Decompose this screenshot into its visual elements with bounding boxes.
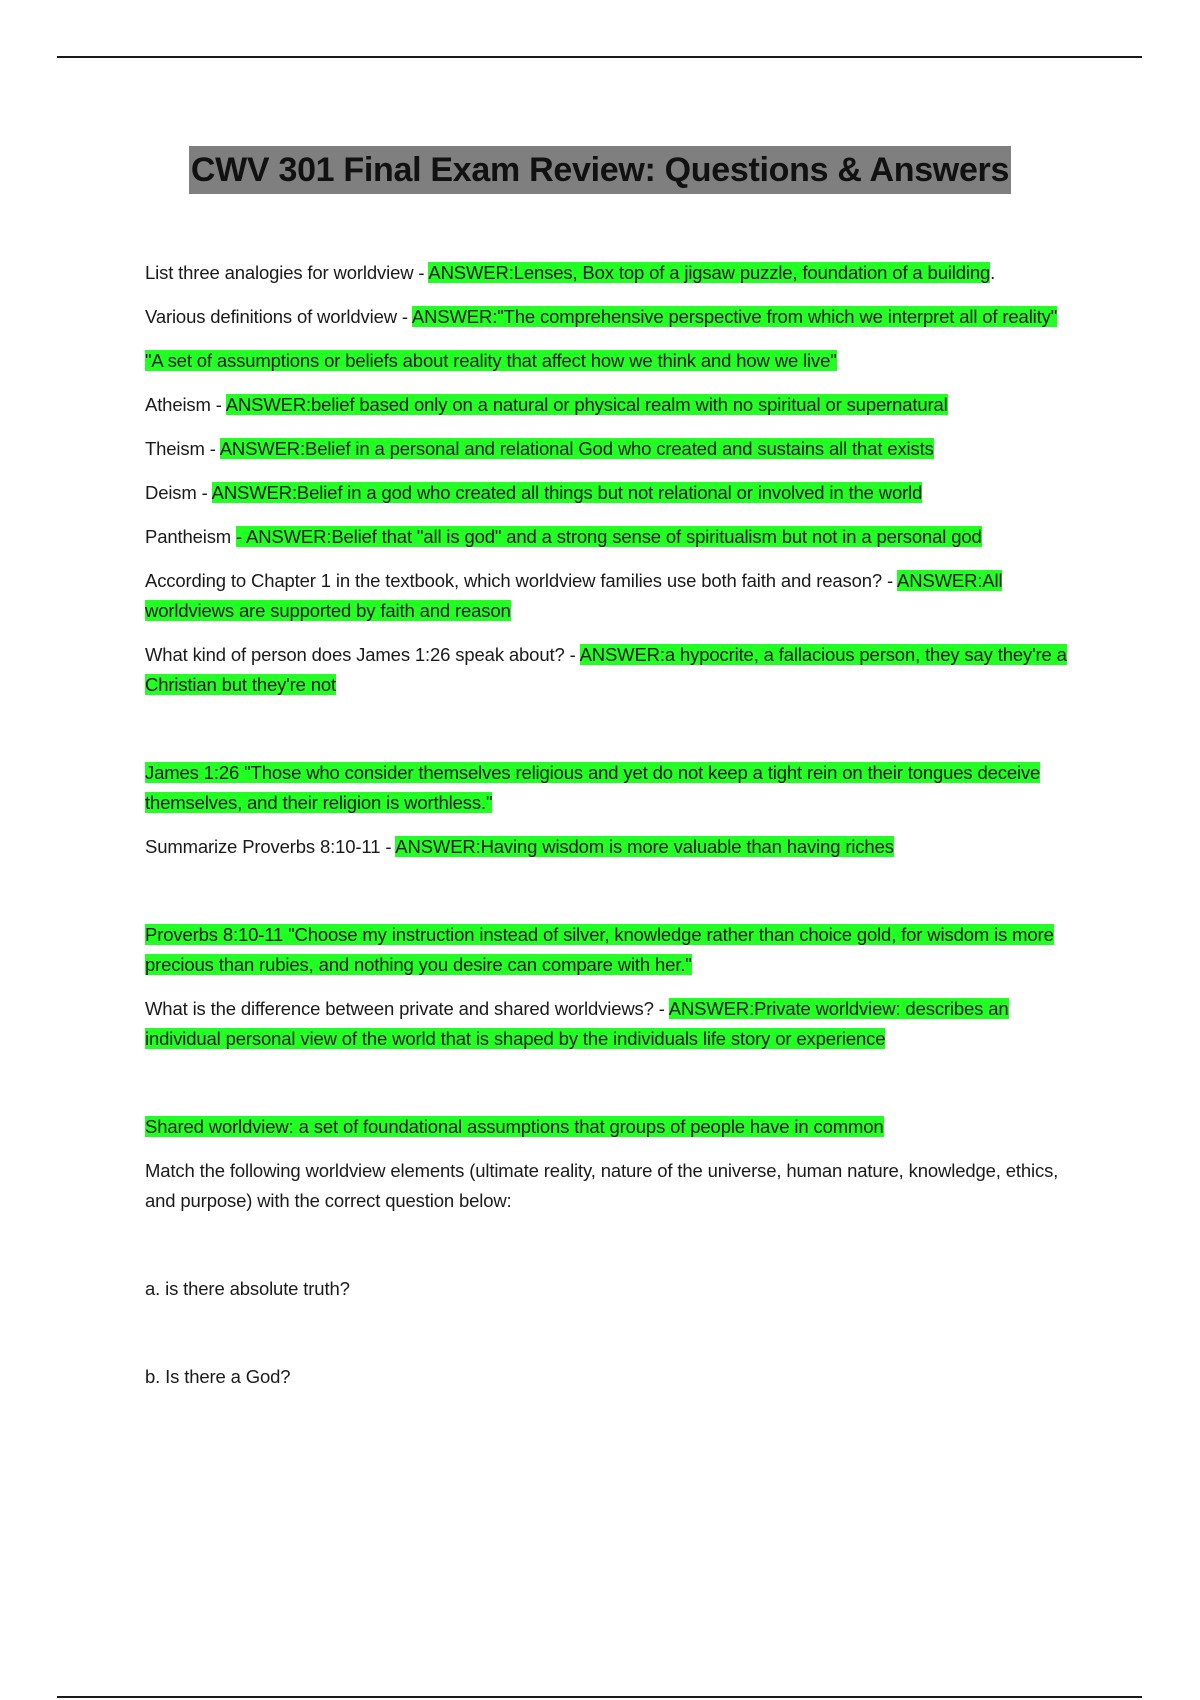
match-option-b bbox=[145, 1362, 1085, 1392]
answer-text: Proverbs 8:10-11 "Choose my instruction instead of silver, knowledge rather than choice gold, for wisdom is more precious than rubies, and nothing you desire can compare with her." bbox=[145, 924, 1054, 975]
qa-item-faith-reason bbox=[145, 566, 1085, 626]
question-text: Deism - bbox=[145, 482, 212, 503]
qa-item-atheism bbox=[145, 390, 1085, 420]
qa-item-definitions bbox=[145, 302, 1085, 332]
answer-text: ANSWER:Lenses, Box top of a jigsaw puzzle, foundation of a building bbox=[428, 262, 991, 283]
question-text: Atheism - bbox=[145, 394, 226, 415]
bottom-rule bbox=[57, 1696, 1142, 1698]
qa-item-shared bbox=[145, 1112, 1085, 1142]
top-rule bbox=[57, 56, 1142, 58]
answer-text: ANSWER:Belief in a god who created all things but not relational or involved in the world bbox=[211, 482, 923, 503]
question-text: a. is there absolute truth? bbox=[145, 1278, 350, 1299]
question-text: b. Is there a God? bbox=[145, 1366, 291, 1387]
qa-item-definitions-2 bbox=[145, 346, 1085, 376]
question-text: Match the following worldview elements (ultimate reality, nature of the universe, human nature, knowledge, ethics, and purpose) with the correct question below: bbox=[145, 1160, 1059, 1211]
qa-item-james bbox=[145, 640, 1085, 700]
qa-item-deism bbox=[145, 478, 1085, 508]
qa-item-proverbs-quote bbox=[145, 920, 1085, 980]
qa-item-analogies bbox=[145, 258, 1085, 288]
question-text: Theism - bbox=[145, 438, 220, 459]
answer-text: ANSWER:All worldviews are supported by faith and reason bbox=[145, 570, 1003, 621]
document-title: CWV 301 Final Exam Review: Questions & Answers bbox=[189, 146, 1011, 194]
qa-item-james-quote bbox=[145, 758, 1085, 818]
answer-text: "A set of assumptions or beliefs about reality that affect how we think and how we live" bbox=[145, 350, 837, 371]
answer-text: ANSWER:"The comprehensive perspective from which we interpret all of reality" bbox=[411, 306, 1058, 327]
answer-text: - ANSWER:Belief that "all is god" and a strong sense of spiritualism but not in a personal god bbox=[236, 526, 982, 547]
question-text: What kind of person does James 1:26 speak about? - bbox=[145, 644, 580, 665]
qa-item-proverbs bbox=[145, 832, 1085, 862]
question-text: Pantheism bbox=[145, 526, 237, 547]
answer-text: ANSWER:a hypocrite, a fallacious person, they say they're a Christian but they're not bbox=[145, 644, 1067, 695]
answer-text: Shared worldview: a set of foundational assumptions that groups of people have in common bbox=[145, 1116, 884, 1137]
qa-item-private-shared bbox=[145, 994, 1085, 1054]
answer-text: ANSWER:Belief in a personal and relational God who created and sustains all that exists bbox=[219, 438, 934, 459]
question-text: List three analogies for worldview - bbox=[145, 262, 429, 283]
question-text: Various definitions of worldview - bbox=[145, 306, 412, 327]
qa-item-match bbox=[145, 1156, 1085, 1216]
qa-item-pantheism bbox=[145, 522, 1085, 552]
qa-item-theism bbox=[145, 434, 1085, 464]
answer-text: James 1:26 "Those who consider themselves religious and yet do not keep a tight rein on their tongues deceive themselves, and their religion is worthless." bbox=[145, 762, 1041, 813]
question-text: What is the difference between private and shared worldviews? - bbox=[145, 998, 669, 1019]
question-text: Summarize Proverbs 8:10-11 - bbox=[145, 836, 396, 857]
answer-text: ANSWER:Private worldview: describes an individual personal view of the world that is shaped by the individuals life story or experience bbox=[145, 998, 1009, 1049]
match-option-a bbox=[145, 1274, 1085, 1304]
trailing-text: . bbox=[990, 262, 996, 283]
title-wrap bbox=[0, 146, 1200, 194]
answer-text: ANSWER:belief based only on a natural or physical realm with no spiritual or supernatural bbox=[225, 394, 948, 415]
document-body bbox=[145, 258, 1085, 1406]
answer-text: ANSWER:Having wisdom is more valuable than having riches bbox=[395, 836, 894, 857]
question-text: According to Chapter 1 in the textbook, which worldview families use both faith and reason? - bbox=[145, 570, 898, 591]
